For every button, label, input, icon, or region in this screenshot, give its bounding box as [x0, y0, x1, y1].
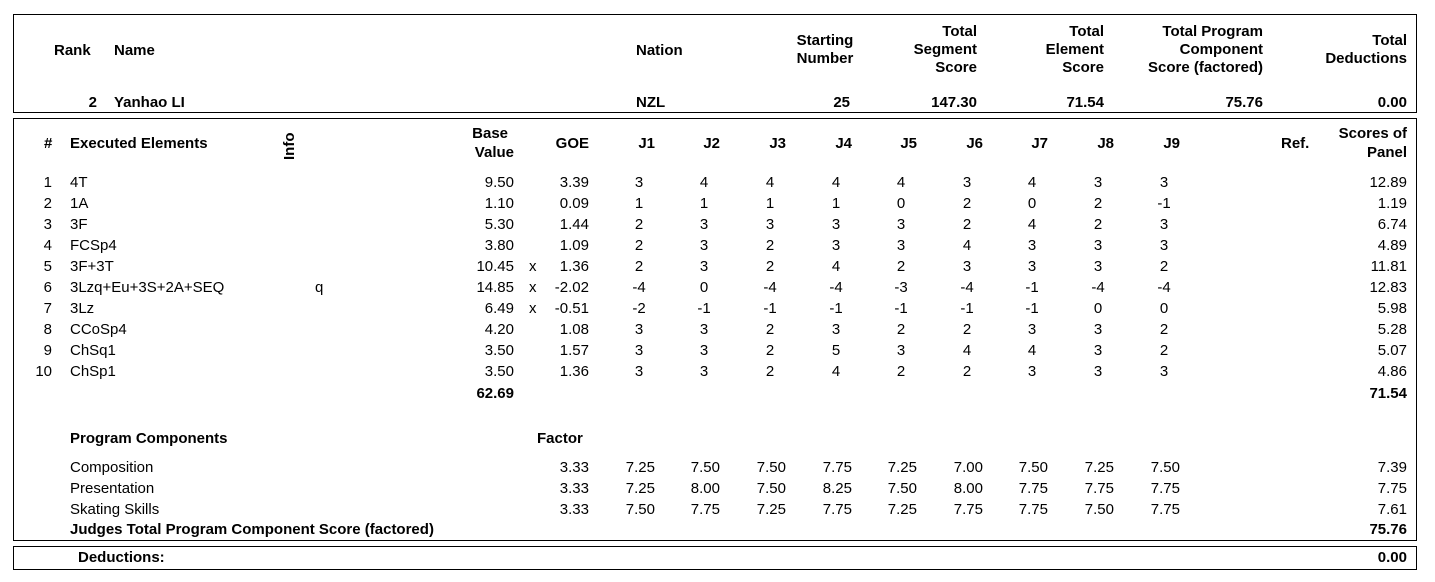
- element-judge-score: 3: [1093, 363, 1103, 380]
- pcs-label-2: Component: [1179, 41, 1263, 58]
- elements-score-total: 71.54: [1369, 385, 1407, 402]
- element-judge-score: 4: [962, 342, 972, 359]
- element-goe: 1.44: [559, 216, 589, 233]
- component-judge-score: 7.25: [756, 501, 786, 518]
- element-number: 2: [43, 195, 52, 212]
- element-judge-score: 3: [699, 321, 709, 338]
- element-judge-score: 3: [896, 216, 906, 233]
- element-goe: -0.51: [554, 300, 589, 317]
- element-judge-score: -1: [1025, 279, 1039, 296]
- element-base-value: 3.50: [484, 342, 514, 359]
- element-goe: 0.09: [559, 195, 589, 212]
- judge-header-1: J1: [638, 135, 655, 152]
- element-judge-score: 4: [831, 258, 841, 275]
- element-judge-score: 4: [1027, 216, 1037, 233]
- element-judge-score: 2: [962, 363, 972, 380]
- component-judge-score: 7.50: [690, 459, 720, 476]
- component-name: Composition: [70, 459, 154, 476]
- element-judge-score: 3: [896, 237, 906, 254]
- skater-nation: NZL: [636, 94, 666, 111]
- element-judge-score: 3: [634, 363, 644, 380]
- pcs-label-1: Total Program: [1162, 23, 1263, 40]
- nation-label: Nation: [636, 42, 683, 59]
- component-judge-score: 8.00: [690, 480, 720, 497]
- executed-elements-header: Executed Elements: [70, 135, 208, 152]
- element-panel-score: 5.28: [1377, 321, 1407, 338]
- element-name: 3F: [70, 216, 88, 233]
- deductions-box: [13, 546, 1417, 570]
- element-judge-score: 3: [1027, 258, 1037, 275]
- judge-header-9: J9: [1163, 135, 1180, 152]
- component-judge-score: 8.25: [822, 480, 852, 497]
- element-judge-score: 2: [765, 237, 775, 254]
- goe-header: GOE: [555, 135, 589, 152]
- component-name: Skating Skills: [70, 501, 160, 518]
- element-judge-score: 3: [699, 258, 709, 275]
- element-judge-score: 3: [1027, 237, 1037, 254]
- element-base-value: 10.45: [476, 258, 514, 275]
- skater-total-pcs: 75.76: [1225, 94, 1263, 111]
- component-judge-score: 7.50: [1084, 501, 1114, 518]
- element-judge-score: -1: [1157, 195, 1171, 212]
- skater-total-element-score: 71.54: [1066, 94, 1104, 111]
- component-judge-score: 7.50: [625, 501, 655, 518]
- component-panel-score: 7.75: [1377, 480, 1407, 497]
- component-judge-score: 7.75: [1084, 480, 1114, 497]
- tss-label-2: Segment: [913, 41, 977, 58]
- element-number: 4: [43, 237, 52, 254]
- element-judge-score: 3: [831, 216, 841, 233]
- element-judge-score: 4: [1027, 342, 1037, 359]
- judge-header-6: J6: [966, 135, 983, 152]
- element-judge-score: -3: [894, 279, 908, 296]
- component-factor: 3.33: [559, 459, 589, 476]
- component-judge-score: 7.50: [887, 480, 917, 497]
- judge-header-4: J4: [835, 135, 852, 152]
- element-judge-score: 2: [765, 321, 775, 338]
- element-goe: 1.36: [559, 258, 589, 275]
- tss-label-3: Score: [935, 59, 977, 76]
- component-judge-score: 7.50: [756, 459, 786, 476]
- element-panel-score: 4.89: [1377, 237, 1407, 254]
- element-judge-score: 0: [1027, 195, 1037, 212]
- element-judge-score: -2: [632, 300, 646, 317]
- element-number: 8: [43, 321, 52, 338]
- component-judge-score: 7.50: [756, 480, 786, 497]
- tss-label-1: Total: [942, 23, 977, 40]
- element-judge-score: 0: [896, 195, 906, 212]
- element-judge-score: 2: [1159, 258, 1169, 275]
- element-judge-score: 3: [962, 174, 972, 191]
- element-panel-score: 12.89: [1369, 174, 1407, 191]
- judge-header-5: J5: [900, 135, 917, 152]
- element-judge-score: 3: [1027, 363, 1037, 380]
- element-judge-score: 3: [1093, 174, 1103, 191]
- element-judge-score: 2: [1093, 195, 1103, 212]
- component-judge-score: 7.75: [1018, 501, 1048, 518]
- element-judge-score: -1: [697, 300, 711, 317]
- element-judge-score: 2: [765, 342, 775, 359]
- element-name: ChSq1: [70, 342, 116, 359]
- element-name: 1A: [70, 195, 89, 212]
- skater-starting-number: 25: [833, 94, 850, 111]
- element-judge-score: -1: [960, 300, 974, 317]
- element-judge-score: 2: [1093, 216, 1103, 233]
- element-goe: 1.57: [559, 342, 589, 359]
- tes-label-1: Total: [1069, 23, 1104, 40]
- component-judge-score: 7.25: [887, 459, 917, 476]
- element-judge-score: 3: [634, 342, 644, 359]
- element-judge-score: 3: [1159, 216, 1169, 233]
- element-judge-score: 4: [831, 174, 841, 191]
- element-panel-score: 5.07: [1377, 342, 1407, 359]
- deductions-label: Deductions:: [78, 549, 165, 566]
- element-judge-score: -4: [1091, 279, 1105, 296]
- pcs-total-label: Judges Total Program Component Score (factored): [70, 521, 434, 538]
- element-number: 6: [43, 279, 52, 296]
- base-value-total: 62.69: [476, 385, 514, 402]
- element-judge-score: 2: [634, 258, 644, 275]
- element-name: 4T: [70, 174, 88, 191]
- element-goe: 1.08: [559, 321, 589, 338]
- element-judge-score: 2: [896, 258, 906, 275]
- element-judge-score: 2: [765, 363, 775, 380]
- element-judge-score: 2: [765, 258, 775, 275]
- element-judge-score: 2: [634, 237, 644, 254]
- rank-label: Rank: [54, 42, 91, 59]
- element-judge-score: 3: [699, 216, 709, 233]
- element-judge-score: 3: [1093, 237, 1103, 254]
- name-label: Name: [114, 42, 155, 59]
- element-bonus-marker: x: [529, 300, 537, 317]
- element-name: CCoSp4: [70, 321, 127, 338]
- element-judge-score: 1: [765, 195, 775, 212]
- element-info: q: [315, 279, 324, 296]
- element-panel-score: 12.83: [1369, 279, 1407, 296]
- ded-label-1: Total: [1372, 32, 1407, 49]
- skater-rank: 2: [88, 94, 97, 111]
- element-name: ChSp1: [70, 363, 116, 380]
- component-judge-score: 7.50: [1018, 459, 1048, 476]
- element-judge-score: 2: [896, 363, 906, 380]
- element-judge-score: 1: [831, 195, 841, 212]
- element-judge-score: 2: [1159, 342, 1169, 359]
- element-judge-score: 2: [962, 321, 972, 338]
- element-judge-score: 2: [896, 321, 906, 338]
- element-judge-score: 2: [962, 216, 972, 233]
- element-bonus-marker: x: [529, 258, 537, 275]
- element-judge-score: 3: [634, 321, 644, 338]
- component-judge-score: 7.75: [690, 501, 720, 518]
- component-judge-score: 7.25: [625, 480, 655, 497]
- ref-header: Ref.: [1281, 135, 1310, 152]
- element-base-value: 5.30: [484, 216, 514, 233]
- element-name: 3Lz: [70, 300, 95, 317]
- element-panel-score: 1.19: [1377, 195, 1407, 212]
- element-goe: 1.09: [559, 237, 589, 254]
- element-judge-score: -4: [763, 279, 777, 296]
- element-judge-score: 4: [831, 363, 841, 380]
- element-judge-score: 5: [831, 342, 841, 359]
- component-name: Presentation: [70, 480, 155, 497]
- component-judge-score: 7.75: [1018, 480, 1048, 497]
- element-judge-score: 0: [1093, 300, 1103, 317]
- element-name: 3Lzq+Eu+3S+2A+SEQ: [70, 279, 225, 296]
- element-judge-score: -1: [1025, 300, 1039, 317]
- element-judge-score: 1: [699, 195, 709, 212]
- element-judge-score: 3: [699, 237, 709, 254]
- info-header: Info: [281, 132, 298, 160]
- num-header: #: [44, 135, 53, 152]
- judge-header-8: J8: [1097, 135, 1114, 152]
- element-judge-score: -4: [1157, 279, 1171, 296]
- element-bonus-marker: x: [529, 279, 537, 296]
- factor-label: Factor: [537, 430, 583, 447]
- element-judge-score: 3: [1159, 237, 1169, 254]
- element-panel-score: 5.98: [1377, 300, 1407, 317]
- element-goe: -2.02: [554, 279, 589, 296]
- element-judge-score: 3: [1093, 342, 1103, 359]
- skater-name: Yanhao LI: [114, 94, 185, 111]
- component-judge-score: 7.75: [1150, 480, 1180, 497]
- component-factor: 3.33: [559, 480, 589, 497]
- starting-number-label-1: Starting: [796, 32, 854, 49]
- judge-header-3: J3: [769, 135, 786, 152]
- element-judge-score: 0: [1159, 300, 1169, 317]
- element-judge-score: -4: [632, 279, 646, 296]
- element-base-value: 3.50: [484, 363, 514, 380]
- element-judge-score: 2: [634, 216, 644, 233]
- element-judge-score: -1: [829, 300, 843, 317]
- element-panel-score: 11.81: [1370, 258, 1407, 275]
- element-judge-score: 3: [699, 363, 709, 380]
- element-judge-score: -1: [894, 300, 908, 317]
- element-judge-score: 3: [1093, 321, 1103, 338]
- component-judge-score: 7.25: [887, 501, 917, 518]
- element-judge-score: 3: [699, 342, 709, 359]
- element-base-value: 4.20: [484, 321, 514, 338]
- ded-label-2: Deductions: [1325, 50, 1407, 67]
- element-judge-score: -4: [960, 279, 974, 296]
- element-judge-score: 3: [1027, 321, 1037, 338]
- deductions-value: 0.00: [1377, 549, 1407, 566]
- base-value-header-2: Value: [474, 144, 514, 161]
- pcs-label-3: Score (factored): [1147, 59, 1263, 76]
- scores-of-panel-header-1: Scores of: [1338, 125, 1407, 142]
- element-judge-score: 3: [634, 174, 644, 191]
- element-base-value: 9.50: [484, 174, 514, 191]
- element-judge-score: 2: [1159, 321, 1169, 338]
- element-judge-score: 4: [699, 174, 709, 191]
- component-panel-score: 7.39: [1377, 459, 1407, 476]
- tes-label-2: Element: [1045, 41, 1104, 58]
- component-factor: 3.33: [559, 501, 589, 518]
- element-judge-score: 4: [896, 174, 906, 191]
- component-judge-score: 7.50: [1150, 459, 1180, 476]
- element-number: 9: [43, 342, 52, 359]
- component-judge-score: 7.00: [953, 459, 983, 476]
- element-base-value: 14.85: [476, 279, 514, 296]
- base-value-header-1: Base: [472, 125, 508, 142]
- element-judge-score: 4: [1027, 174, 1037, 191]
- element-judge-score: 3: [1159, 174, 1169, 191]
- element-judge-score: 3: [831, 321, 841, 338]
- element-name: 3F+3T: [70, 258, 114, 275]
- element-judge-score: 3: [1159, 363, 1169, 380]
- element-judge-score: -4: [829, 279, 843, 296]
- component-judge-score: 7.25: [625, 459, 655, 476]
- starting-number-label-2: Number: [796, 50, 854, 67]
- element-judge-score: 1: [634, 195, 644, 212]
- element-goe: 1.36: [559, 363, 589, 380]
- element-number: 5: [43, 258, 52, 275]
- component-judge-score: 7.75: [953, 501, 983, 518]
- judge-header-2: J2: [703, 135, 720, 152]
- skater-total-deductions: 0.00: [1377, 94, 1407, 111]
- component-judge-score: 7.25: [1084, 459, 1114, 476]
- element-judge-score: 3: [765, 216, 775, 233]
- element-judge-score: 4: [765, 174, 775, 191]
- component-panel-score: 7.61: [1377, 501, 1407, 518]
- element-base-value: 6.49: [484, 300, 514, 317]
- component-judge-score: 8.00: [953, 480, 983, 497]
- element-judge-score: 4: [962, 237, 972, 254]
- element-base-value: 3.80: [484, 237, 514, 254]
- element-name: FCSp4: [70, 237, 117, 254]
- element-judge-score: 3: [962, 258, 972, 275]
- element-judge-score: 3: [831, 237, 841, 254]
- component-judge-score: 7.75: [822, 501, 852, 518]
- element-panel-score: 4.86: [1377, 363, 1407, 380]
- element-base-value: 1.10: [484, 195, 514, 212]
- skater-total-segment-score: 147.30: [931, 94, 977, 111]
- element-number: 10: [35, 363, 52, 380]
- judge-header-7: J7: [1031, 135, 1048, 152]
- element-judge-score: 3: [896, 342, 906, 359]
- element-number: 1: [43, 174, 52, 191]
- element-panel-score: 6.74: [1377, 216, 1407, 233]
- element-number: 3: [43, 216, 52, 233]
- program-components-title: Program Components: [70, 430, 228, 447]
- scores-of-panel-header-2: Panel: [1366, 144, 1407, 161]
- element-judge-score: 2: [962, 195, 972, 212]
- element-judge-score: -1: [763, 300, 777, 317]
- element-judge-score: 3: [1093, 258, 1103, 275]
- elements-box: [13, 118, 1417, 541]
- element-goe: 3.39: [559, 174, 589, 191]
- tes-label-3: Score: [1062, 59, 1104, 76]
- pcs-total: 75.76: [1369, 521, 1407, 538]
- element-number: 7: [43, 300, 52, 317]
- element-judge-score: 0: [699, 279, 709, 296]
- component-judge-score: 7.75: [822, 459, 852, 476]
- component-judge-score: 7.75: [1150, 501, 1180, 518]
